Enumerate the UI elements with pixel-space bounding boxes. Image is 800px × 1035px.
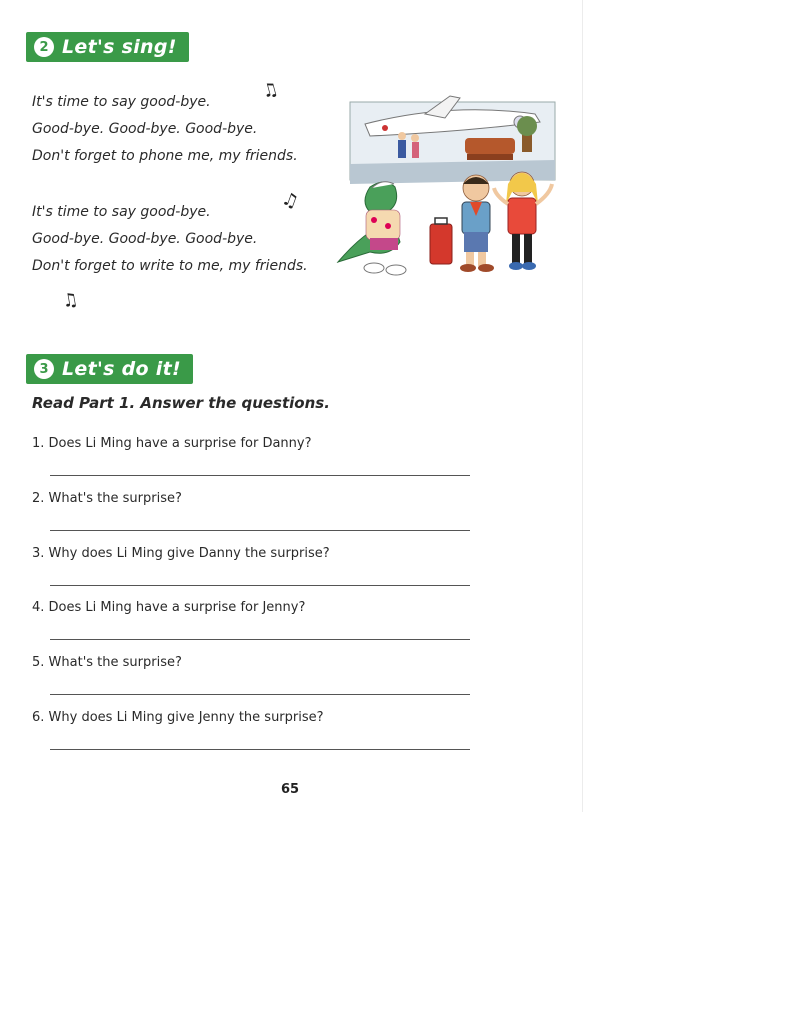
answer-line[interactable] [50,749,470,750]
lyric-line: Don't forget to write to me, my friends. [32,258,308,274]
lyric-line: It's time to say good-bye. [32,204,211,220]
section-title: Let's do it! [62,358,181,380]
lyric-line: Don't forget to phone me, my friends. [32,148,298,164]
lyric-line: Good-bye. Good-bye. Good-bye. [32,231,258,247]
answer-line[interactable] [50,639,470,640]
lyric-line: It's time to say good-bye. [32,94,211,110]
answer-line[interactable] [50,475,470,476]
music-note-icon: ♫ [278,187,302,214]
section-number: 2 [34,37,54,57]
section-title: Let's sing! [62,36,177,58]
section-banner-sing [26,32,189,62]
question: 1. Does Li Ming have a surprise for Danny? [32,436,312,451]
lyric-line: Good-bye. Good-bye. Good-bye. [32,121,258,137]
section-number: 3 [34,359,54,379]
answer-line[interactable] [50,585,470,586]
question: 4. Does Li Ming have a surprise for Jenny? [32,600,306,615]
music-note-icon: ♫ [60,288,80,313]
airport-farewell-illustration [330,92,560,282]
question: 3. Why does Li Ming give Danny the surprise? [32,546,330,561]
section-banner-do-it [26,354,193,384]
question: 6. Why does Li Ming give Jenny the surprise? [32,710,324,725]
instruction-text: Read Part 1. Answer the questions. [32,394,330,412]
page-number: 65 [281,782,300,797]
music-note-icon: ♫ [259,78,281,103]
question: 5. What's the surprise? [32,655,182,670]
answer-line[interactable] [50,694,470,695]
answer-line[interactable] [50,530,470,531]
question: 2. What's the surprise? [32,491,182,506]
